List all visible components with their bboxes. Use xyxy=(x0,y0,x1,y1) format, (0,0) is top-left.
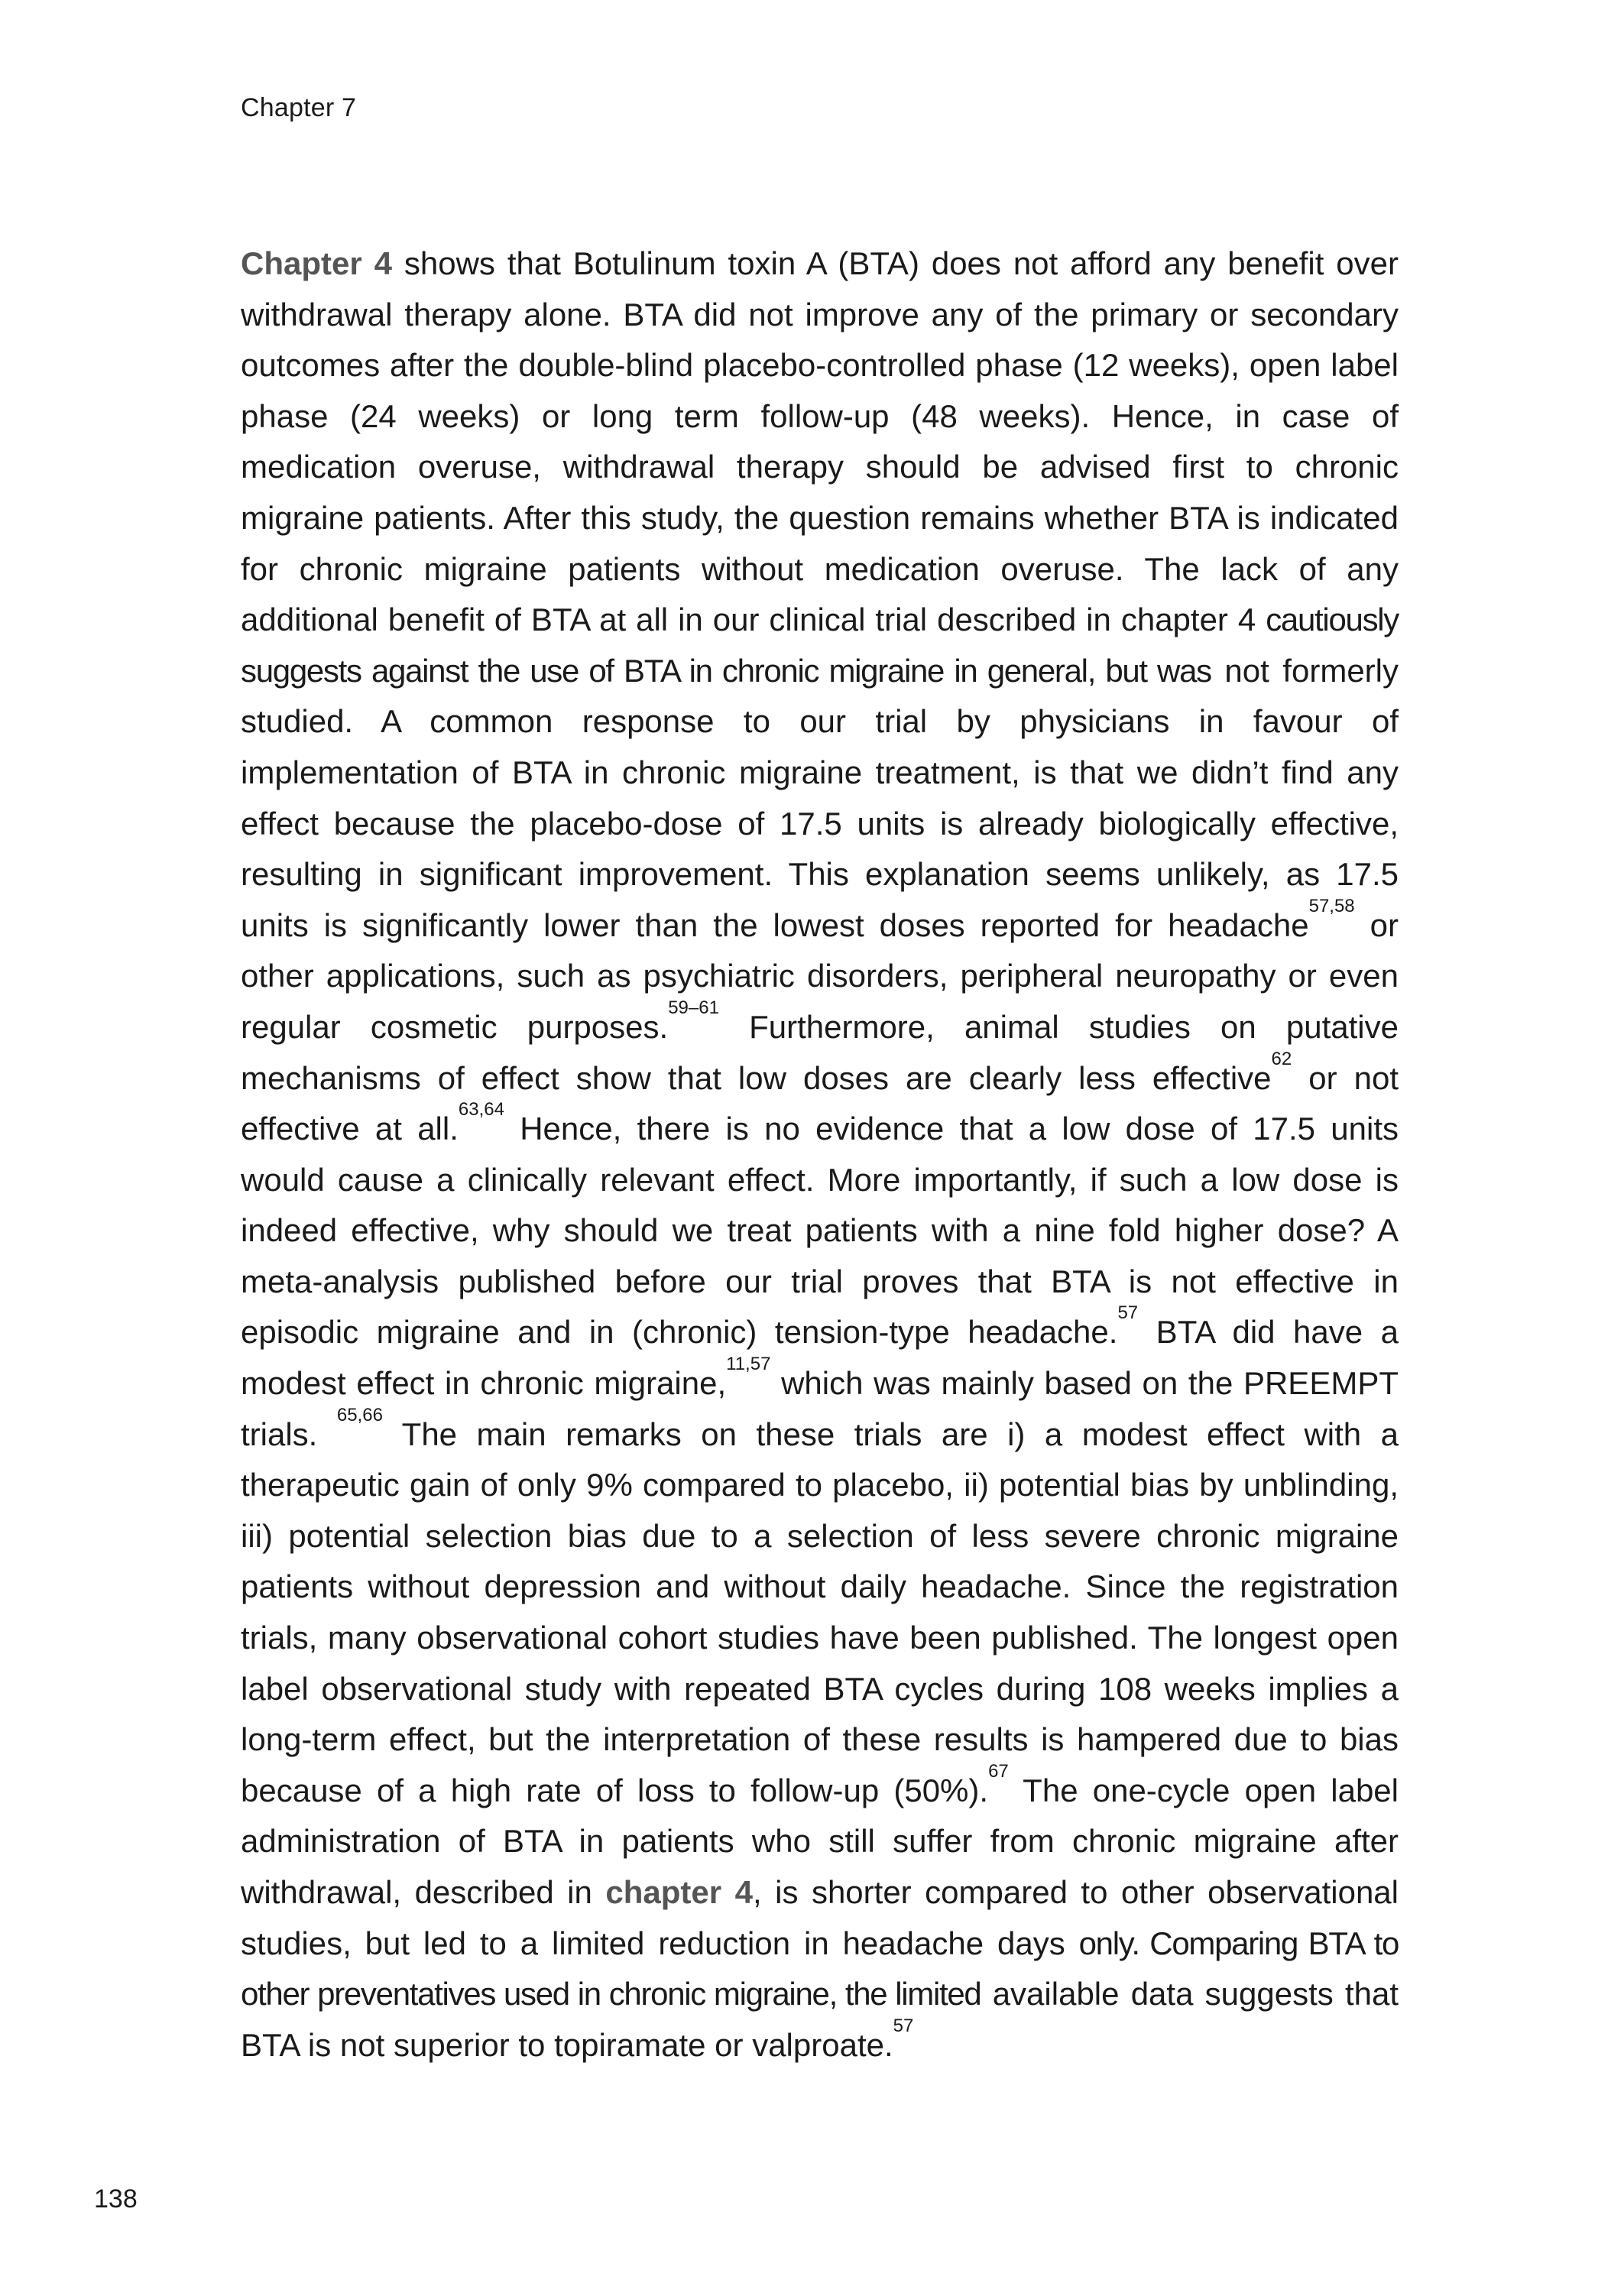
text-segment: which was mainly based on the PREEMPT trials. xyxy=(241,1365,1399,1452)
text-segment: The one-cycle open label administration of BTA in patients who still suffer from chronic migraine after withdrawal, described in xyxy=(241,1772,1399,1910)
text-segment: The main remarks on these trials are i) a modest effect with a therapeutic gain of only 9% compared to placebo, ii) potential bias by unblinding, iii) potential selection bias due to a selection of less severe chronic migraine patients without depression and without daily headache. Since the registration trials, many observational cohort studies have been published. The longest open label observational study with repeated BTA cycles during 108 weeks implies a long-term effect, but the interpretation of these results is hampered due to bias because of a high rate of loss to follow-up (50%). xyxy=(241,1416,1399,1808)
text-segment: not formerly studied. A common response to our trial by physicians in favour of implementation of BTA in chronic migraine treatment, is that we didn’t find any effect because the placebo-dose of 17.5 units is already biologically effective, resulting in significant improvement. This explanation seems unlikely, as 17.5 units is significantly lower than the lowest doses reported for headache xyxy=(241,652,1399,943)
text-segment: Hence, there is no evidence that a low dose of 17.5 units would cause a clinically relevant effect. More importantly, if such a low dose is indeed effective, why should we treat patients with a nine fold higher dose? A meta-analysis published before our trial proves that BTA is not effective in episodic migraine and in (chronic) tension-type headache. xyxy=(241,1111,1399,1351)
text-segment: BTA did have a modest effect in chronic migraine, xyxy=(241,1314,1399,1402)
text-segment: , is shorter compared to other observational studies, but led to a limited reduction in headache days xyxy=(241,1874,1399,1961)
text-segment: or not effective at all. xyxy=(241,1059,1399,1147)
text-segment: shows that Botulinum toxin A (BTA) does not afford any benefit over withdrawal therapy alone. BTA did not improve any of the primary or secondary outcomes after the double-blind placebo-controlled phase (12 weeks), open label phase (24 weeks) or long term follow-up (48 weeks). Hence, in case of medication overuse, withdrawal therapy should be advised first to chronic migraine patients. After this study, the question remains whether BTA is indicated for chronic migraine patients without medication overuse. The lack of any additional benefit of BTA at all in our clinical trial described in chapter 4 xyxy=(241,245,1399,638)
citation-superscript: 67 xyxy=(988,1760,1009,1782)
citation-superscript: 57,58 xyxy=(1308,895,1355,916)
text-segment: cautiously suggests against the use of BTA in chronic migraine in general, but was xyxy=(241,602,1399,689)
text-segment: only. Comparing BTA to other preventatives used in chronic migraine, the limited xyxy=(241,1925,1399,2012)
citation-superscript: 63,64 xyxy=(458,1099,504,1121)
citation-superscript: 65,66 xyxy=(336,1404,383,1425)
citation-superscript: 59–61 xyxy=(668,997,719,1018)
citation-superscript: 11,57 xyxy=(726,1354,771,1375)
chapter-cross-reference: Chapter 4 xyxy=(241,245,392,281)
page-number: 138 xyxy=(94,2184,138,2214)
running-head: Chapter 7 xyxy=(241,93,357,122)
text-segment: available data suggests that BTA is not superior to topiramate or valproate. xyxy=(241,1976,1399,2063)
body-paragraph xyxy=(241,238,1399,2071)
chapter-cross-reference: chapter 4 xyxy=(605,1874,753,1910)
text-segment: or other applications, such as psychiatric disorders, peripheral neuropathy or even regular cosmetic purposes. xyxy=(241,906,1399,1045)
text-segment: Furthermore, animal studies on putative mechanisms of effect show that low doses are clearly less effective xyxy=(241,1008,1399,1096)
citation-superscript: 57 xyxy=(893,2015,914,2036)
citation-superscript: 57 xyxy=(1117,1302,1139,1324)
citation-superscript: 62 xyxy=(1271,1048,1292,1069)
